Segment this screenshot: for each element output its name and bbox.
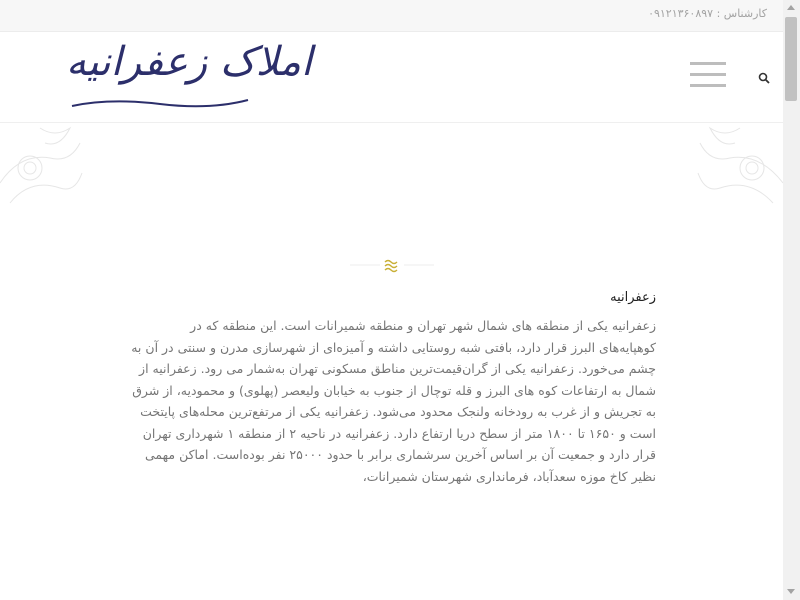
scroll-down-arrow-icon[interactable] [787,589,795,594]
site-header [0,32,783,123]
article [130,290,656,487]
hamburger-icon [690,62,726,65]
contact-phone[interactable]: کارشناس : ۰۹۱۲۱۳۶۰۸۹۷ [648,7,767,20]
article-body: زعفرانیه یکی از منطقه های شمال شهر تهران و منطقه شمیرانات است. این منطقه که در کوهپایه‌های البرز قرار دارد، بافتی شبه روستایی داشته و آمیزه‌ای از شهرسازی مدرن و سنتی در آن به چشم می‌خورد. زعفرانیه یکی از گران‌قیمت‌ترین مناطق مسکونی تهران به‌شمار می رود. زعفرانیه از شمال به ارتفاعات کوه های البرز و قله توچال از جنوب به خیابان ولیعصر (پهلوی) و محمودیه، از شرق به تجریش و از غرب به رودخانه ولنجک محدود می‌شود. زعفرانیه یکی از مرتفع‌ترین محله‌های پایتخت است و ۱۶۵۰ تا ۱۸۰۰ متر از سطح دریا ارتفاع دارد. زعفرانیه در ناحیه ۲ از منطقه ۱ شهرداری تهران قرار دارد و جمعیت آن بر اساس آخرین سرشماری برابر با حدود ۲۵۰۰۰ نفر بوده‌است. اماکن مهمی نظیر کاخ موزه سعدآباد، فرمانداری شهرستان شمیرانات، [131,318,656,484]
section-divider [350,256,434,274]
scroll-thumb[interactable] [785,17,797,101]
site-logo[interactable]: املاک زعفرانیه [66,39,313,85]
logo-swash [70,96,250,110]
scroll-up-arrow-icon[interactable] [787,5,795,10]
menu-button[interactable] [690,62,726,88]
search-icon[interactable] [757,71,771,85]
vertical-scrollbar[interactable] [783,0,800,600]
decorative-pattern [0,123,783,213]
top-bar [0,0,783,32]
wave-icon [350,256,434,274]
article-title: زعفرانیه [610,290,656,305]
